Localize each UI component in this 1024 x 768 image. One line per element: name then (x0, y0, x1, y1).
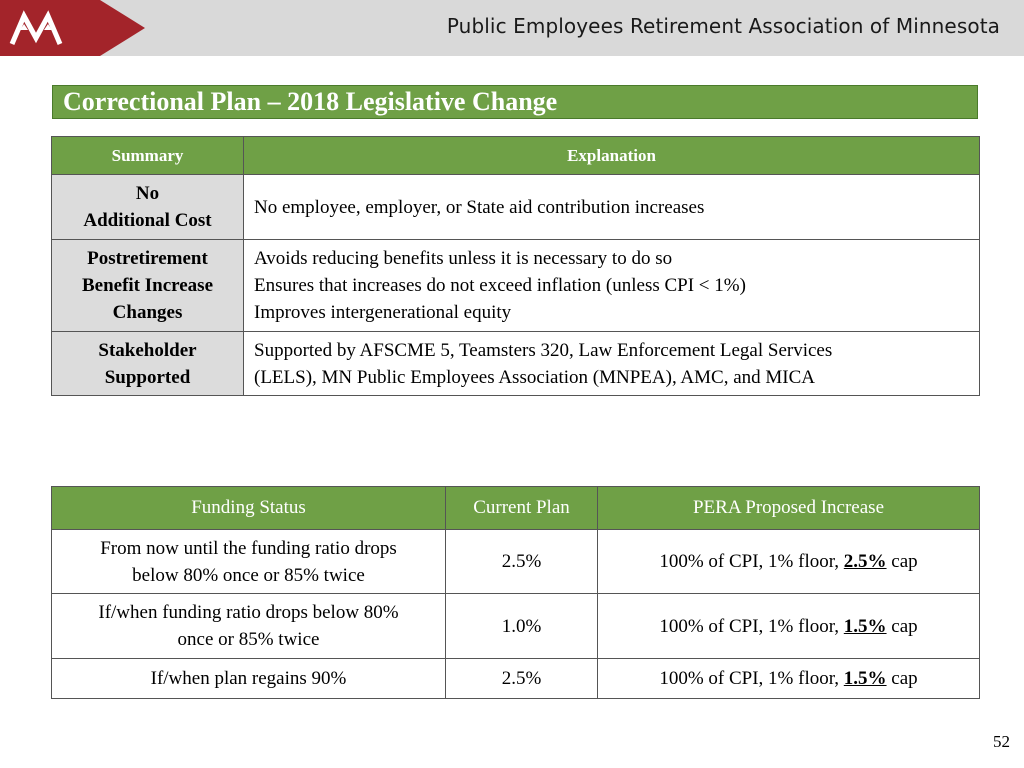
funding-status-line: below 80% once or 85% twice (132, 564, 365, 586)
summary-cell (52, 332, 244, 396)
funding-status-line: From now until the funding ratio drops (100, 537, 397, 559)
table-row (52, 332, 980, 396)
current-plan-column-header: Current Plan (446, 487, 598, 530)
proposed-increase-column-header: PERA Proposed Increase (598, 487, 980, 530)
header-bar (0, 0, 1024, 56)
summary-line: Additional Cost (83, 210, 212, 231)
proposed-prefix: 100% of CPI, 1% floor, (659, 551, 844, 572)
proposed-cap-value: 2.5% (843, 551, 887, 572)
summary-line: Stakeholder (98, 339, 197, 361)
table-row (52, 659, 980, 699)
funding-status-cell (52, 659, 446, 699)
funding-status-line: If/when plan regains 90% (150, 668, 347, 689)
summary-column-header: Summary (52, 137, 244, 175)
table-row (52, 240, 980, 332)
summary-cell (52, 175, 244, 240)
funding-status-line: If/when funding ratio drops below 80% (98, 602, 399, 623)
explanation-cell (244, 240, 980, 332)
summary-table (51, 136, 980, 396)
proposed-increase-cell (598, 530, 980, 594)
proposed-suffix: cap (886, 551, 918, 572)
organization-name: Public Employees Retirement Association of Minnesota (446, 14, 1000, 38)
proposed-increase-cell (598, 594, 980, 659)
proposed-suffix: cap (886, 615, 918, 637)
table-row (52, 594, 980, 659)
explanation-line: (LELS), MN Public Employees Association (MNPEA), AMC, and MICA (254, 366, 816, 388)
pera-mountain-logo-icon (0, 0, 150, 56)
proposed-increase-cell (598, 659, 980, 699)
summary-line: Benefit Increase (81, 275, 214, 296)
proposed-cap-value: 1.5% (843, 668, 887, 689)
current-plan-cell: 2.5% (446, 659, 598, 699)
explanation-line: Supported by AFSCME 5, Teamsters 320, Law Enforcement Legal Services (254, 339, 833, 361)
proposed-prefix: 100% of CPI, 1% floor, (659, 615, 844, 637)
explanation-cell (244, 175, 980, 240)
funding-status-cell (52, 594, 446, 659)
page-number: 52 (993, 732, 1010, 751)
current-plan-cell: 1.0% (446, 594, 598, 659)
slide-title: Correctional Plan – 2018 Legislative Change (63, 87, 558, 116)
summary-cell (52, 240, 244, 332)
table-row (52, 175, 980, 240)
summary-table-header-row (52, 137, 980, 175)
current-plan-cell: 2.5% (446, 530, 598, 594)
explanation-cell (244, 332, 980, 396)
proposed-prefix: 100% of CPI, 1% floor, (659, 668, 844, 689)
funding-status-cell (52, 530, 446, 594)
explanation-line: Improves intergenerational equity (254, 302, 512, 323)
funding-status-column-header: Funding Status (52, 487, 446, 530)
summary-line: Postretirement (87, 248, 208, 269)
explanation-line: Ensures that increases do not exceed inflation (unless CPI < 1%) (254, 275, 746, 296)
summary-line: No (135, 183, 160, 204)
proposed-cap-value: 1.5% (843, 615, 887, 637)
summary-line: Supported (104, 366, 191, 388)
slide-title-banner (52, 85, 978, 119)
funding-table-header-row (52, 487, 980, 530)
summary-line: Changes (112, 302, 183, 323)
funding-status-line: once or 85% twice (177, 629, 320, 650)
table-row (52, 530, 980, 594)
funding-table (51, 486, 980, 699)
explanation-line: No employee, employer, or State aid contribution increases (254, 196, 705, 218)
explanation-line: Avoids reducing benefits unless it is necessary to do so (254, 248, 673, 269)
proposed-suffix: cap (886, 668, 918, 689)
explanation-column-header: Explanation (244, 137, 980, 175)
